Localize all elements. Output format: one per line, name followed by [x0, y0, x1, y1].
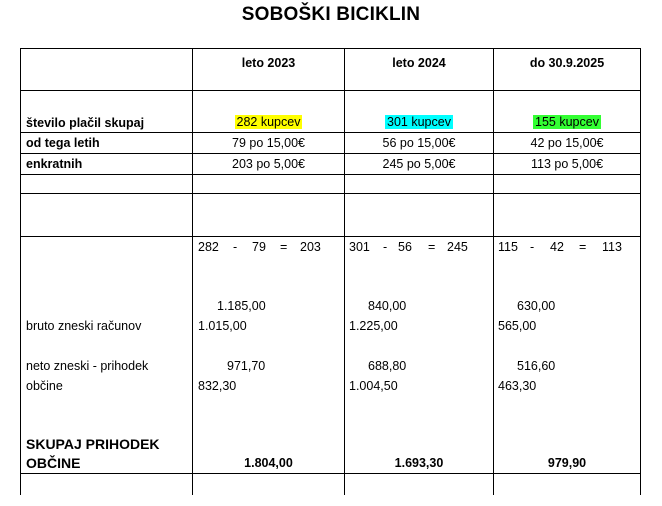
placil-value-2023: 282 kupcev [236, 115, 301, 129]
bruto-top-2025: 630,00 [517, 299, 556, 313]
row-divider [20, 153, 641, 154]
placil-value-2024: 301 kupcev [387, 115, 451, 129]
placil-cell-2025 [494, 115, 640, 129]
letih-value-2024: 56 po 15,00€ [382, 136, 456, 150]
calc-b: 79 [252, 240, 266, 254]
placil-cell-2023 [193, 115, 344, 129]
calc-b: 56 [398, 240, 412, 254]
row-divider [20, 473, 641, 474]
column-divider [640, 48, 641, 495]
skupaj-value-2023: 1.804,00 [244, 456, 293, 470]
letih-value-2023: 79 po 15,00€ [232, 136, 305, 150]
row-label-neto: neto zneski - prihodek [26, 359, 149, 373]
neto-bottom-2023: 832,30 [198, 379, 237, 393]
calc-op: - [233, 240, 238, 254]
bruto-top-2024: 840,00 [368, 299, 407, 313]
placil-value-2025: 155 kupcev [535, 115, 599, 129]
row-divider [20, 236, 641, 237]
bruto-top-2023: 1.185,00 [217, 299, 266, 313]
neto-top-2025: 516,60 [517, 359, 556, 373]
row-divider [20, 90, 641, 91]
calc-op: - [530, 240, 535, 254]
calc-a: 282 [198, 240, 219, 254]
neto-top-2023: 971,70 [227, 359, 266, 373]
calc-eq: = [579, 240, 587, 254]
enkratnih-value-2025: 113 po 5,00€ [530, 157, 604, 171]
row-divider [20, 132, 641, 133]
calc-op: - [383, 240, 388, 254]
page-title: SOBOŠKI BICIKLIN [241, 4, 421, 25]
bruto-bottom-2023: 1.015,00 [198, 319, 247, 333]
neto-bottom-2025: 463,30 [498, 379, 537, 393]
column-header-2023: leto 2023 [241, 56, 296, 70]
row-label-skupaj: SKUPAJ PRIHODEK [26, 436, 160, 452]
row-label-bruto: bruto zneski računov [26, 319, 142, 333]
column-divider [20, 48, 21, 495]
calc-eq: = [428, 240, 436, 254]
skupaj-value-2025: 979,90 [547, 456, 587, 470]
bruto-bottom-2025: 565,00 [498, 319, 537, 333]
column-header-2025: do 30.9.2025 [529, 56, 605, 70]
revenue-table [20, 48, 641, 495]
column-header-2024: leto 2024 [392, 56, 446, 70]
calc-a: 301 [349, 240, 370, 254]
neto-top-2024: 688,80 [368, 359, 407, 373]
row-label-placil: število plačil skupaj [26, 116, 145, 130]
row-label-letih: od tega letih [26, 136, 100, 150]
calc-result: 203 [300, 240, 321, 254]
bruto-bottom-2024: 1.225,00 [349, 319, 398, 333]
table-border-top [20, 48, 641, 49]
letih-value-2025: 42 po 15,00€ [530, 136, 604, 150]
enkratnih-value-2023: 203 po 5,00€ [232, 157, 305, 171]
row-divider [20, 193, 641, 194]
row-label-neto-obcine: občine [26, 379, 63, 393]
row-label-enkratnih: enkratnih [26, 157, 83, 171]
row-divider [20, 174, 641, 175]
skupaj-value-2024: 1.693,30 [394, 456, 444, 470]
row-label-skupaj-obcine: OBČINE [26, 455, 81, 471]
placil-cell-2024 [345, 115, 493, 129]
calc-a: 115 [498, 240, 518, 254]
calc-b: 42 [550, 240, 564, 254]
calc-eq: = [280, 240, 288, 254]
neto-bottom-2024: 1.004,50 [349, 379, 398, 393]
enkratnih-value-2024: 245 po 5,00€ [382, 157, 456, 171]
calc-result: 113 [602, 240, 622, 254]
calc-result: 245 [447, 240, 468, 254]
